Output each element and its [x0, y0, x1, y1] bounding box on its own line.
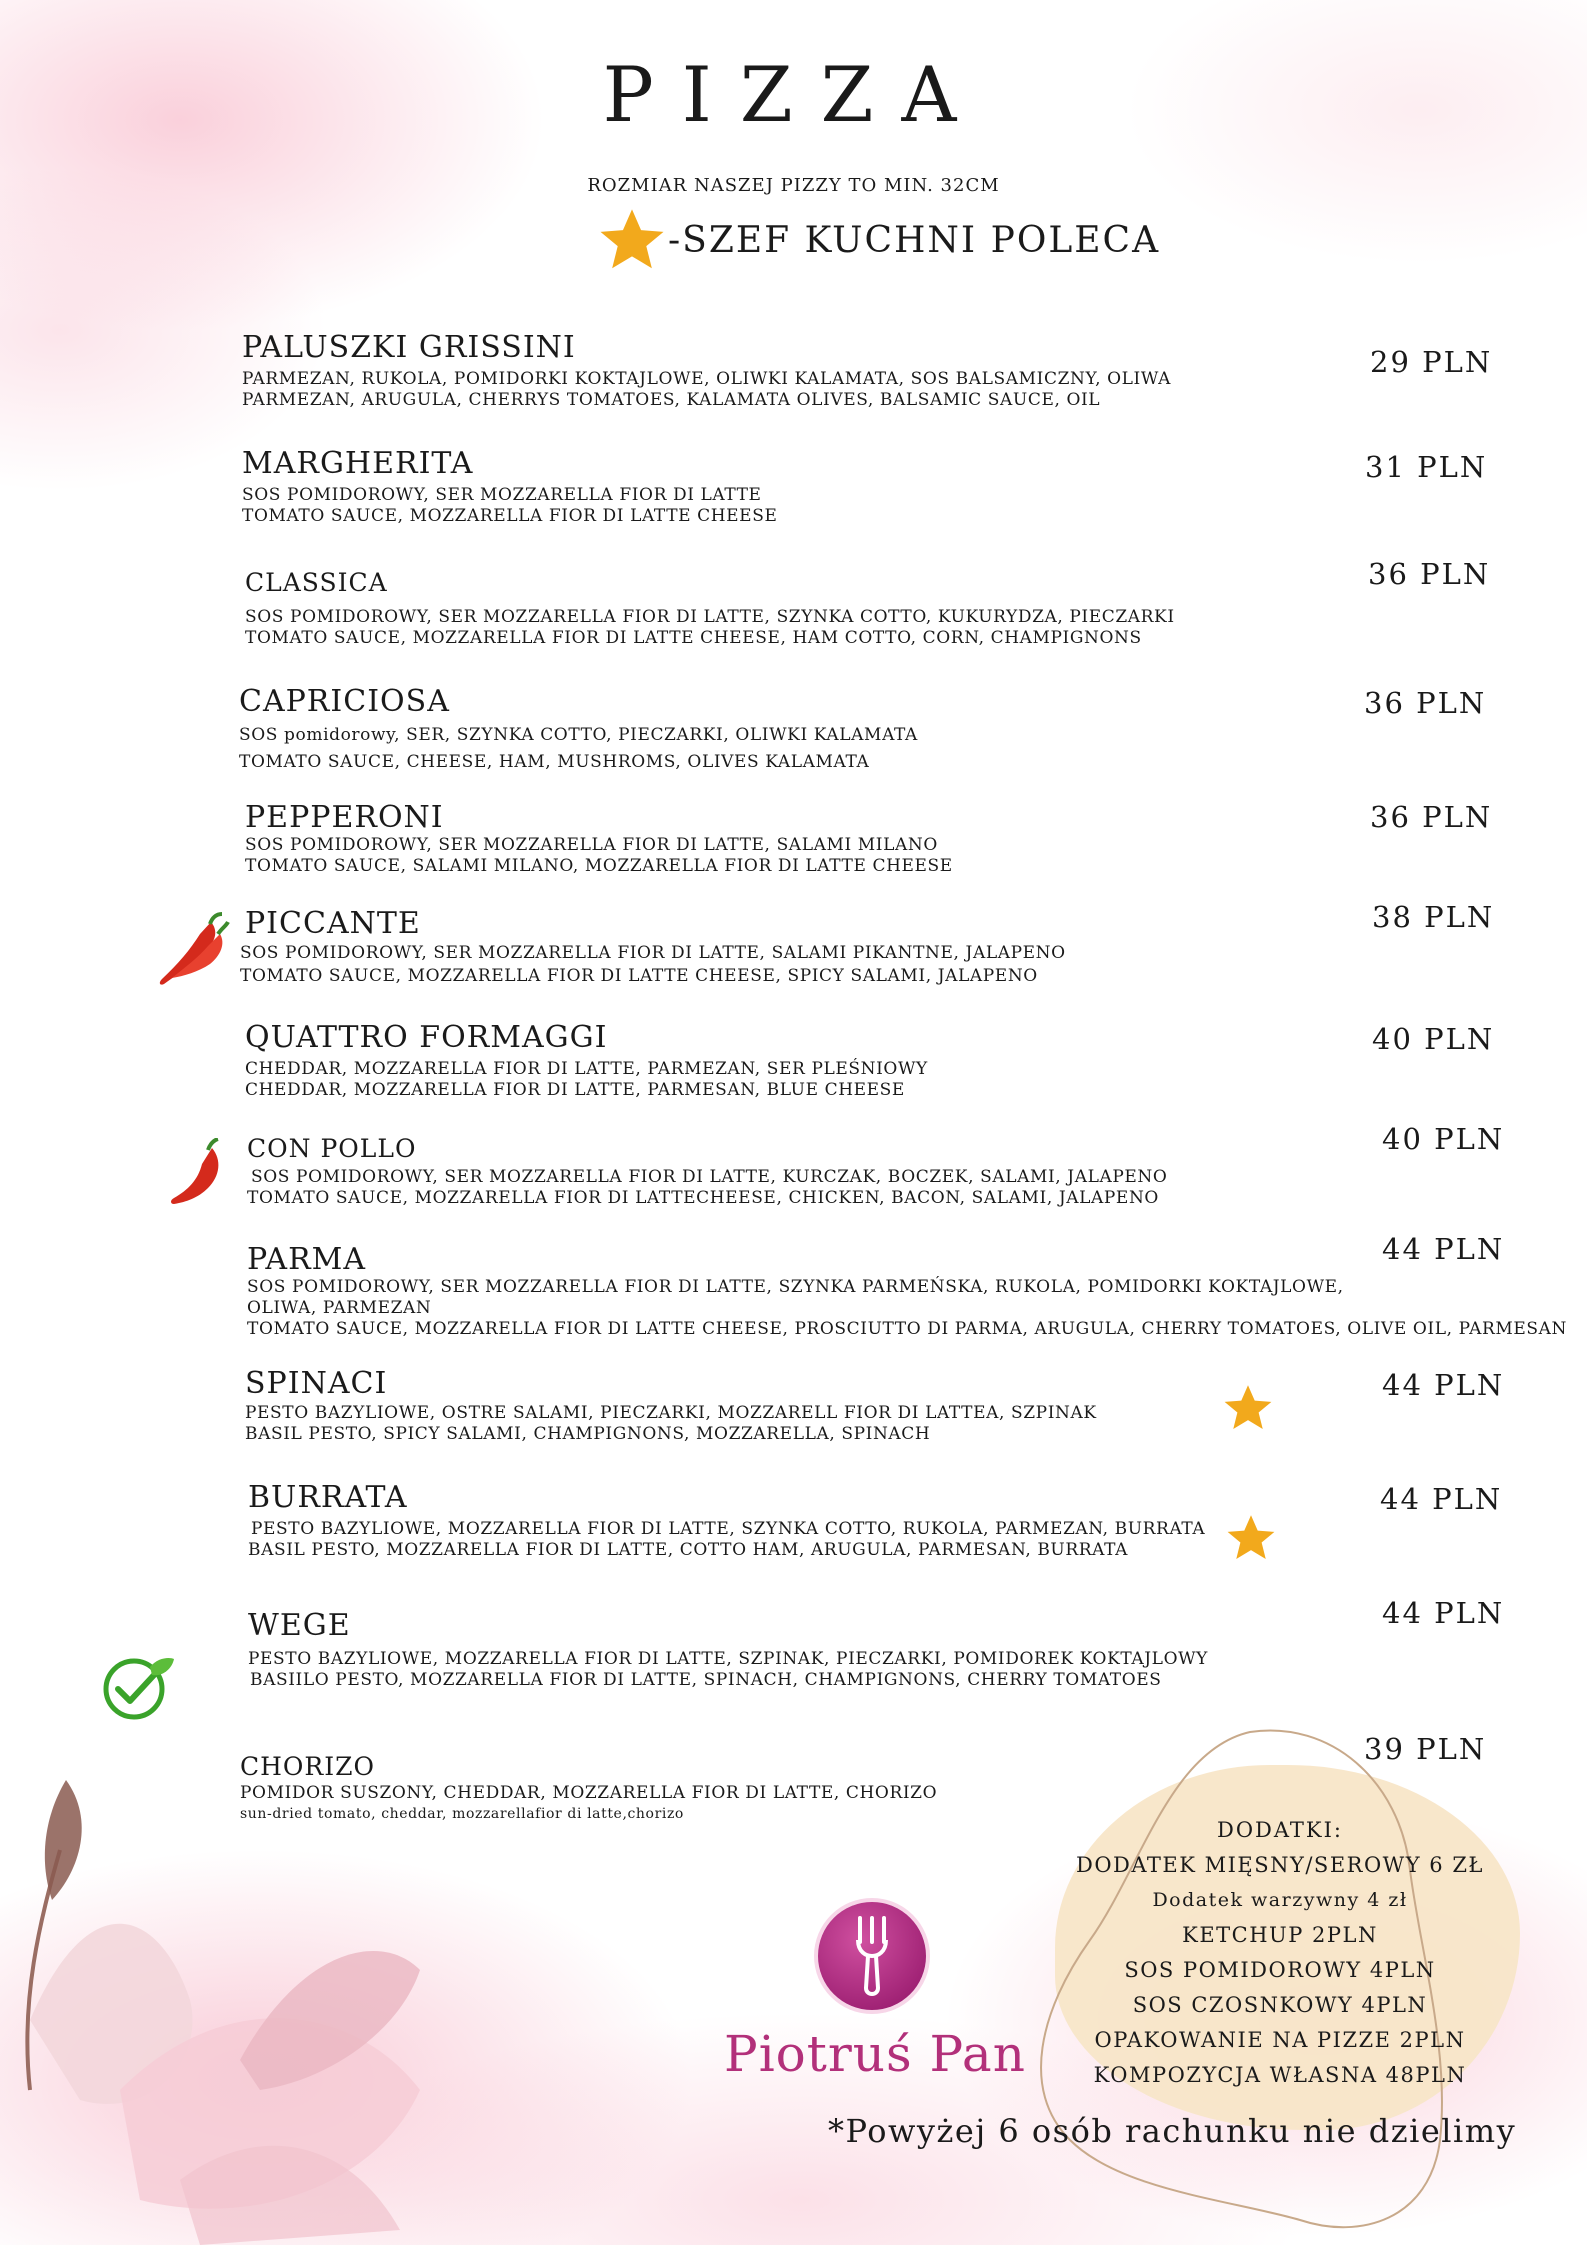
vege-check-icon: [100, 1655, 176, 1721]
item-desc-pl: PESTO BAZYLIOWE, MOZZARELLA FIOR DI LATTE, SZPINAK, PIECZARKI, POMIDOREK KOKTAJLOWY: [248, 1649, 1209, 1669]
flower-decoration-icon: [0, 1760, 460, 2245]
menu-item: [239, 684, 918, 773]
chili-pepper-icon: [168, 1138, 228, 1208]
menu-item: [247, 1242, 1567, 1340]
addon-item: DODATEK MIĘSNY/SEROWY 6 ZŁ: [1076, 1853, 1484, 1877]
item-desc-pl: PARMEZAN, RUKOLA, POMIDORKI KOKTAJLOWE, OLIWKI KALAMATA, SOS BALSAMICZNY, OLIWA: [242, 369, 1171, 389]
item-desc-en: TOMATO SAUCE, MOZZARELLA FIOR DI LATTE CHEESE, PROSCIUTTO DI PARMA, ARUGULA, CHERRY TOMATOES, OLIVE OIL, PARMESAN: [247, 1319, 1567, 1339]
item-desc-pl: SOS POMIDOROWY, SER MOZZARELLA FIOR DI LATTE, SALAMI MILANO: [245, 835, 938, 855]
item-name: PEPPERONI: [245, 800, 444, 835]
item-name: PARMA: [247, 1242, 367, 1277]
star-icon: [1222, 1382, 1274, 1434]
item-desc-pl: SOS POMIDOROWY, SER MOZZARELLA FIOR DI LATTE, SZYNKA COTTO, KUKURYDZA, PIECZARKI: [245, 607, 1175, 627]
item-desc-pl: POMIDOR SUSZONY, CHEDDAR, MOZZARELLA FIOR DI LATTE, CHORIZO: [240, 1783, 938, 1803]
item-name: CON POLLO: [247, 1134, 417, 1163]
item-desc-pl: SOS POMIDOROWY, SER MOZZARELLA FIOR DI LATTE, KURCZAK, BOCZEK, SALAMI, JALAPENO: [251, 1167, 1168, 1187]
item-name: WEGE: [248, 1608, 351, 1643]
item-desc-pl: SOS pomidorowy, SER, SZYNKA COTTO, PIECZARKI, OLIWKI KALAMATA: [239, 725, 918, 745]
item-name: CLASSICA: [245, 568, 388, 597]
item-desc-en: CHEDDAR, MOZZARELLA FIOR DI LATTE, PARMESAN, BLUE CHEESE: [245, 1080, 905, 1100]
addons-section: [1060, 1812, 1500, 2093]
item-price: 40 PLN: [1372, 1022, 1495, 1056]
item-name: PALUSZKI GRISSINI: [242, 330, 576, 365]
item-price: 29 PLN: [1370, 345, 1493, 379]
menu-item: [248, 1480, 1205, 1561]
menu-item: [245, 1020, 928, 1101]
item-name: CHORIZO: [240, 1752, 375, 1781]
menu-item: [248, 1608, 1208, 1691]
addon-item: KETCHUP 2PLN: [1182, 1923, 1378, 1947]
item-price: 38 PLN: [1372, 900, 1495, 934]
item-desc-pl: PESTO BAZYLIOWE, MOZZARELLA FIOR DI LATTE, SZYNKA COTTO, RUKOLA, PARMEZAN, BURRATA: [251, 1519, 1206, 1539]
item-name: PICCANTE: [245, 906, 421, 941]
legend-text: -SZEF KUCHNI POLECA: [668, 219, 1161, 261]
item-name: SPINACI: [245, 1366, 388, 1401]
footnote: *Powyżej 6 osób rachunku nie dzielimy: [828, 2112, 1517, 2150]
item-desc-en: TOMATO SAUCE, SALAMI MILANO, MOZZARELLA FIOR DI LATTE CHEESE: [245, 856, 953, 876]
menu-item: [240, 1752, 937, 1825]
addon-item: SOS POMIDOROWY 4PLN: [1124, 1958, 1436, 1982]
item-desc-pl: SOS POMIDOROWY, SER MOZZARELLA FIOR DI LATTE: [242, 485, 762, 505]
addon-item: SOS CZOSNKOWY 4PLN: [1132, 1993, 1428, 2017]
legend: [596, 205, 1160, 275]
item-desc-en: TOMATO SAUCE, MOZZARELLA FIOR DI LATTECHEESE, CHICKEN, BACON, SALAMI, JALAPENO: [247, 1188, 1159, 1208]
item-desc-pl: CHEDDAR, MOZZARELLA FIOR DI LATTE, PARMEZAN, SER PLEŚNIOWY: [245, 1059, 928, 1079]
item-desc-en: BASIL PESTO, MOZZARELLA FIOR DI LATTE, COTTO HAM, ARUGULA, PARMESAN, BURRATA: [248, 1540, 1128, 1560]
item-desc-en: TOMATO SAUCE, CHEESE, HAM, MUSHROMS, OLIVES KALAMATA: [239, 752, 870, 772]
addon-item: OPAKOWANIE NA PIZZE 2PLN: [1094, 2028, 1466, 2052]
addons-title: DODATKI:: [1217, 1818, 1343, 1842]
menu-item: [247, 1134, 1167, 1209]
item-price: 39 PLN: [1364, 1732, 1487, 1766]
page-subtitle: ROZMIAR NASZEJ PIZZY TO MIN. 32CM: [587, 175, 1000, 196]
item-price: 36 PLN: [1364, 686, 1487, 720]
menu-item: [242, 330, 1171, 411]
menu-item: [245, 800, 953, 877]
page-title: PIZZA: [602, 50, 985, 139]
menu-item: [242, 446, 777, 527]
item-price: 44 PLN: [1380, 1482, 1503, 1516]
item-desc-pl: SOS POMIDOROWY, SER MOZZARELLA FIOR DI LATTE, SZYNKA PARMEŃSKA, RUKOLA, POMIDORKI KOKTAJLOWE,: [247, 1277, 1344, 1297]
star-icon: [1225, 1512, 1277, 1564]
item-name: BURRATA: [248, 1480, 408, 1515]
item-price: 36 PLN: [1368, 557, 1491, 591]
item-desc-pl-cont: OLIWA, PARMEZAN: [247, 1298, 432, 1318]
chili-pepper-icon: [156, 912, 230, 990]
item-desc-en: sun-dried tomato, cheddar, mozzarellafior di latte,chorizo: [240, 1806, 684, 1822]
item-price: 31 PLN: [1365, 450, 1488, 484]
item-desc-en: TOMATO SAUCE, MOZZARELLA FIOR DI LATTE CHEESE, SPICY SALAMI, JALAPENO: [240, 966, 1038, 986]
item-desc-pl: SOS POMIDOROWY, SER MOZZARELLA FIOR DI LATTE, SALAMI PIKANTNE, JALAPENO: [240, 943, 1066, 963]
item-desc-en: BASIILO PESTO, MOZZARELLA FIOR DI LATTE, SPINACH, CHAMPIGNONS, CHERRY TOMATOES: [250, 1670, 1162, 1690]
brand-name: Piotruś Pan: [724, 2025, 1026, 2083]
addon-item: KOMPOZYCJA WŁASNA 48PLN: [1093, 2063, 1467, 2087]
item-desc-en: BASIL PESTO, SPICY SALAMI, CHAMPIGNONS, MOZZARELLA, SPINACH: [245, 1424, 931, 1444]
item-price: 44 PLN: [1382, 1368, 1505, 1402]
item-price: 44 PLN: [1382, 1596, 1505, 1630]
item-price: 40 PLN: [1382, 1122, 1505, 1156]
item-name: MARGHERITA: [242, 446, 474, 481]
fork-icon: [812, 1896, 932, 2016]
addon-item: Dodatek warzywny 4 zł: [1152, 1889, 1408, 1911]
item-desc-en: PARMEZAN, ARUGULA, CHERRYS TOMATOES, KALAMATA OLIVES, BALSAMIC SAUCE, OIL: [242, 390, 1101, 410]
item-price: 44 PLN: [1382, 1232, 1505, 1266]
item-desc-pl: PESTO BAZYLIOWE, OSTRE SALAMI, PIECZARKI, MOZZARELL FIOR DI LATTEA, SZPINAK: [245, 1403, 1097, 1423]
item-name: QUATTRO FORMAGGI: [245, 1020, 608, 1055]
item-name: CAPRICIOSA: [239, 684, 450, 719]
item-price: 36 PLN: [1370, 800, 1493, 834]
menu-item: [245, 568, 1175, 649]
menu-item: [245, 1366, 1097, 1445]
menu-item: [240, 906, 1066, 987]
item-desc-en: TOMATO SAUCE, MOZZARELLA FIOR DI LATTE CHEESE: [242, 506, 778, 526]
item-desc-en: TOMATO SAUCE, MOZZARELLA FIOR DI LATTE CHEESE, HAM COTTO, CORN, CHAMPIGNONS: [245, 628, 1142, 648]
star-icon: [596, 205, 668, 275]
